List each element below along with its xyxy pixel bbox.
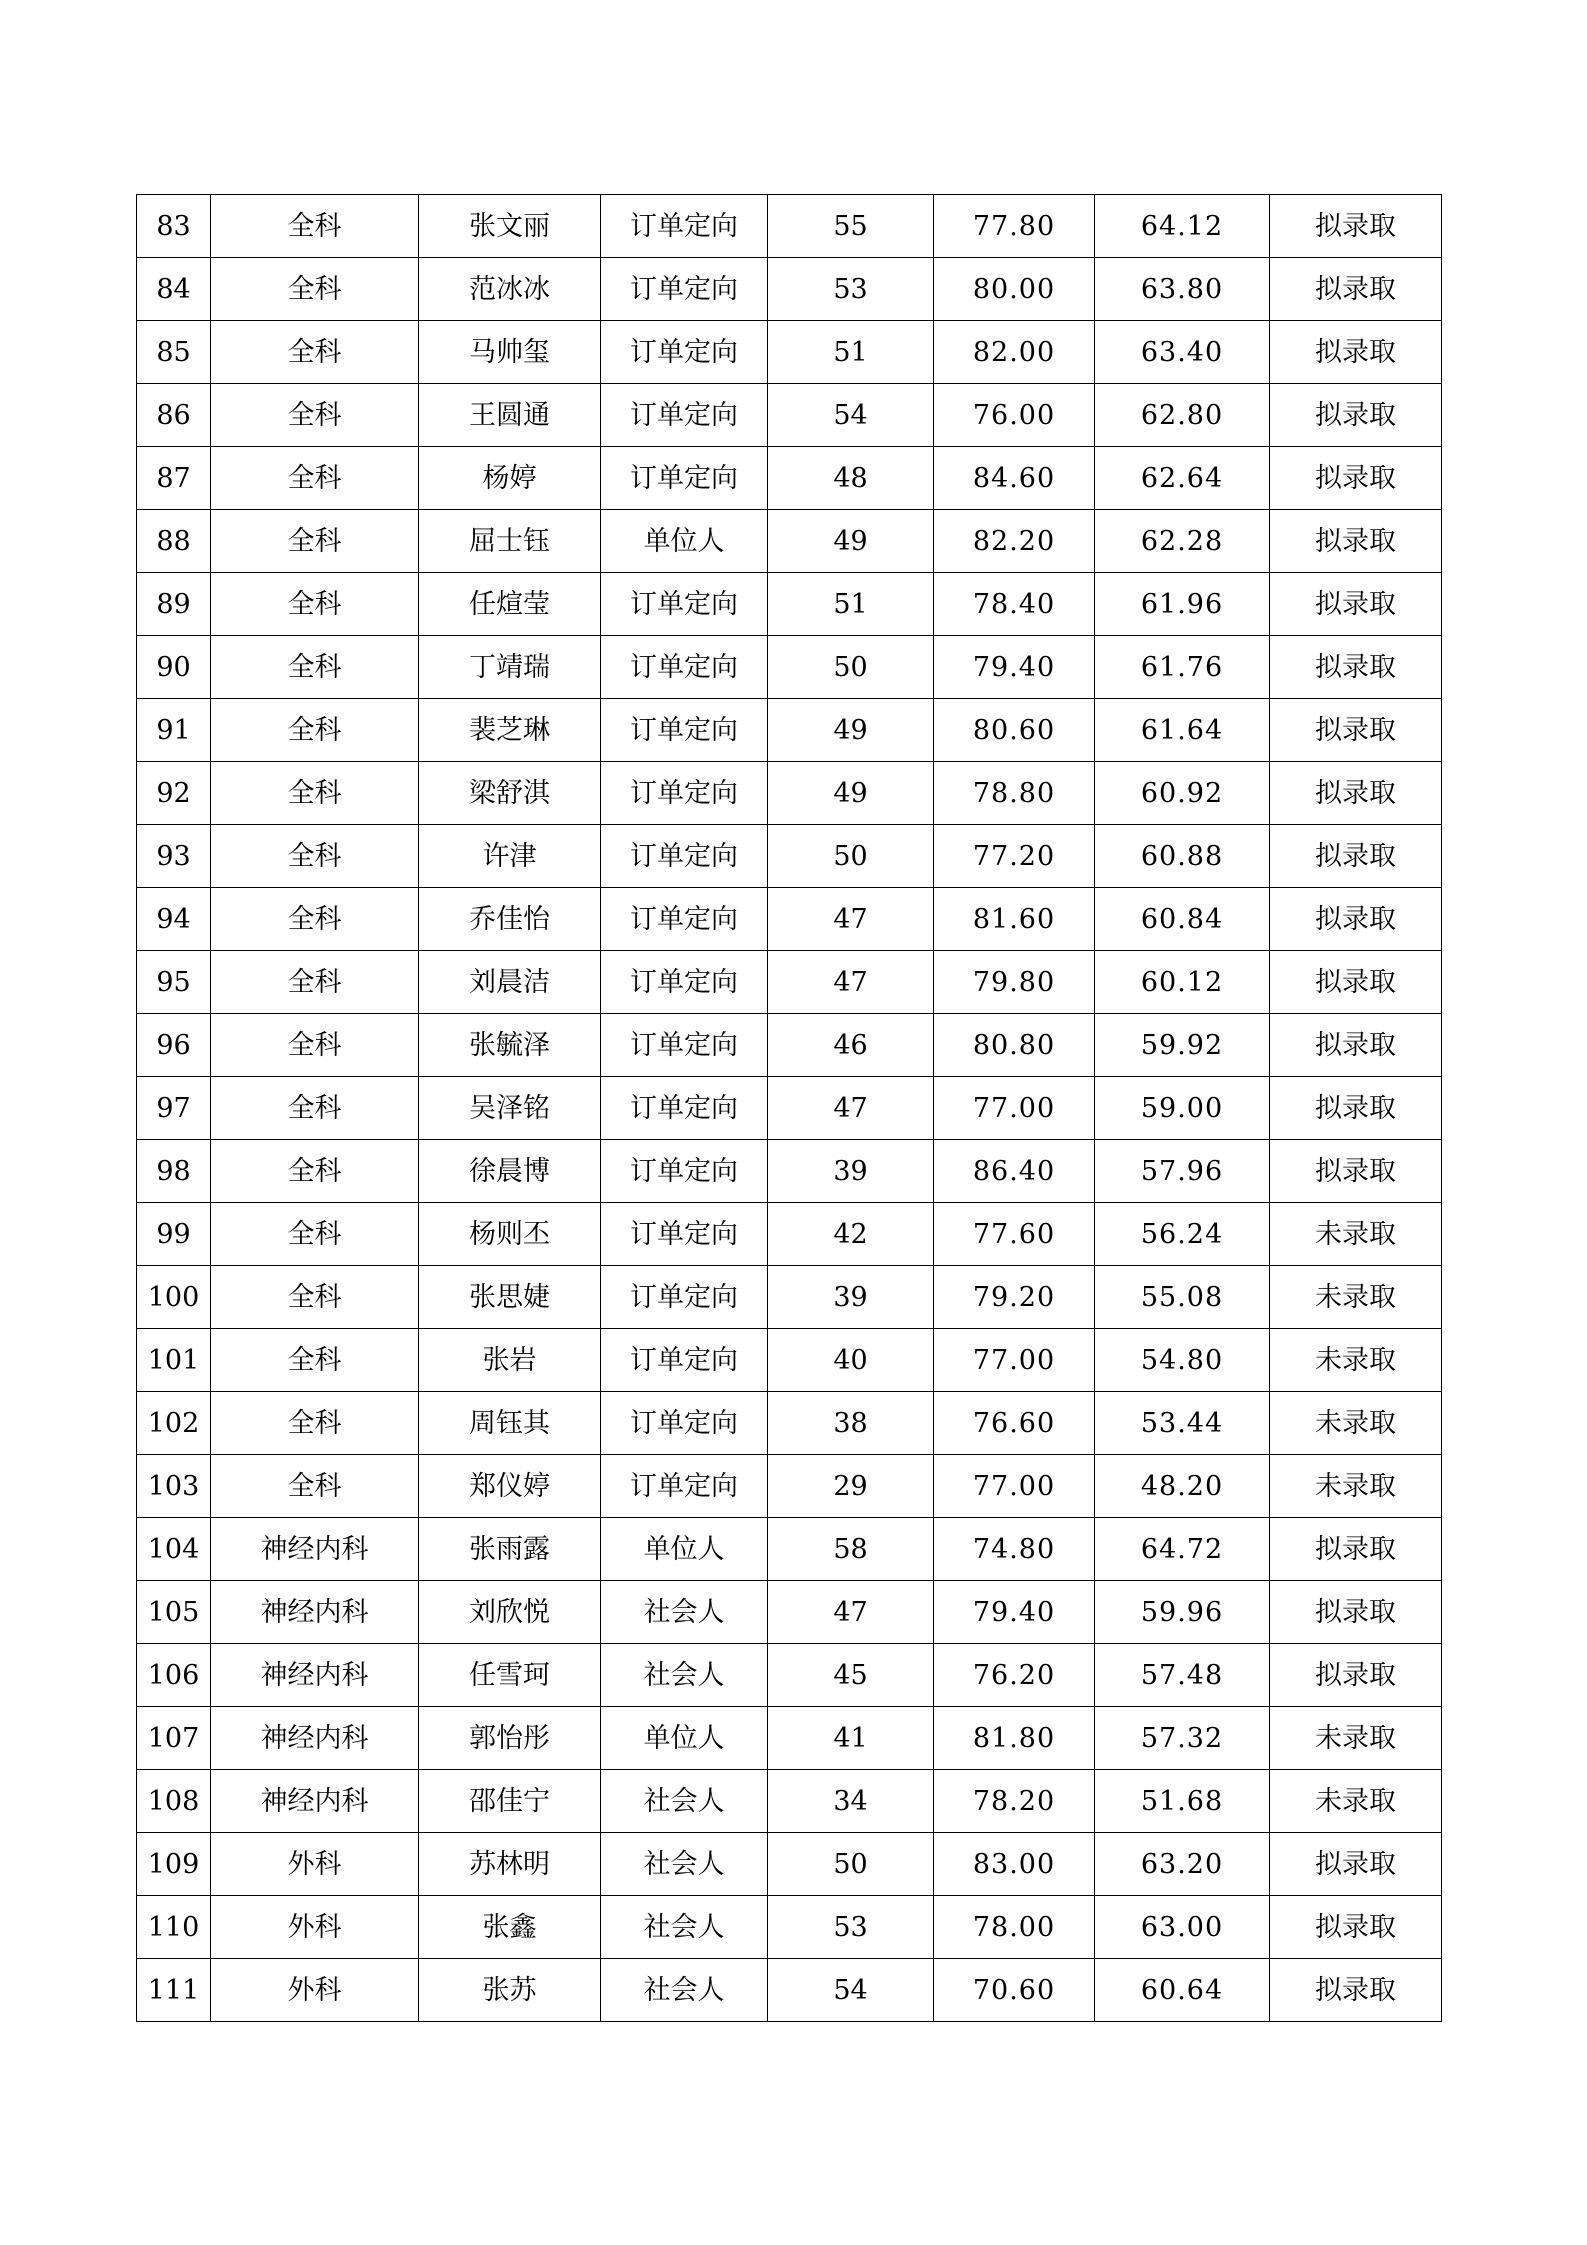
interview-score-cell: 77.80: [934, 195, 1095, 258]
candidate-name-cell: 屈士钰: [419, 510, 601, 573]
row-number-cell: 111: [137, 1959, 211, 2022]
candidate-type-cell: 订单定向: [601, 699, 768, 762]
candidate-name-cell: 马帅玺: [419, 321, 601, 384]
candidate-name-cell: 郭怡彤: [419, 1707, 601, 1770]
interview-score-cell: 76.20: [934, 1644, 1095, 1707]
table-row: [137, 699, 1442, 762]
candidate-type-cell: 社会人: [601, 1770, 768, 1833]
total-score-cell: 57.48: [1095, 1644, 1270, 1707]
interview-score-cell: 74.80: [934, 1518, 1095, 1581]
interview-score-cell: 79.40: [934, 636, 1095, 699]
row-number-cell: 96: [137, 1014, 211, 1077]
interview-score-cell: 78.20: [934, 1770, 1095, 1833]
interview-score-cell: 78.40: [934, 573, 1095, 636]
row-number-cell: 107: [137, 1707, 211, 1770]
table-row: [137, 1833, 1442, 1896]
department-cell: 全科: [211, 1266, 419, 1329]
admission-status-cell: 拟录取: [1270, 1644, 1442, 1707]
candidate-type-cell: 订单定向: [601, 321, 768, 384]
candidate-name-cell: 裴芝琳: [419, 699, 601, 762]
written-score-cell: 51: [768, 573, 934, 636]
table-row: [137, 1329, 1442, 1392]
written-score-cell: 49: [768, 510, 934, 573]
candidate-type-cell: 订单定向: [601, 1014, 768, 1077]
candidate-type-cell: 订单定向: [601, 258, 768, 321]
table-row: [137, 762, 1442, 825]
written-score-cell: 34: [768, 1770, 934, 1833]
department-cell: 全科: [211, 951, 419, 1014]
total-score-cell: 63.20: [1095, 1833, 1270, 1896]
row-number-cell: 106: [137, 1644, 211, 1707]
row-number-cell: 90: [137, 636, 211, 699]
department-cell: 全科: [211, 447, 419, 510]
candidate-type-cell: 订单定向: [601, 888, 768, 951]
candidate-name-cell: 杨婷: [419, 447, 601, 510]
department-cell: 全科: [211, 510, 419, 573]
department-cell: 全科: [211, 825, 419, 888]
row-number-cell: 109: [137, 1833, 211, 1896]
table-row: [137, 1707, 1442, 1770]
table-row: [137, 1644, 1442, 1707]
interview-score-cell: 70.60: [934, 1959, 1095, 2022]
admission-status-cell: 未录取: [1270, 1266, 1442, 1329]
interview-score-cell: 77.00: [934, 1455, 1095, 1518]
candidate-name-cell: 苏林明: [419, 1833, 601, 1896]
admission-status-cell: 拟录取: [1270, 573, 1442, 636]
written-score-cell: 47: [768, 888, 934, 951]
total-score-cell: 57.96: [1095, 1140, 1270, 1203]
candidate-name-cell: 许津: [419, 825, 601, 888]
table-row: [137, 636, 1442, 699]
interview-score-cell: 82.20: [934, 510, 1095, 573]
interview-score-cell: 84.60: [934, 447, 1095, 510]
table-row: [137, 1770, 1442, 1833]
department-cell: 全科: [211, 699, 419, 762]
admission-status-cell: 未录取: [1270, 1707, 1442, 1770]
total-score-cell: 56.24: [1095, 1203, 1270, 1266]
row-number-cell: 104: [137, 1518, 211, 1581]
total-score-cell: 63.00: [1095, 1896, 1270, 1959]
interview-score-cell: 77.60: [934, 1203, 1095, 1266]
table-row: [137, 321, 1442, 384]
department-cell: 外科: [211, 1959, 419, 2022]
written-score-cell: 47: [768, 1581, 934, 1644]
written-score-cell: 46: [768, 1014, 934, 1077]
written-score-cell: 47: [768, 1077, 934, 1140]
department-cell: 全科: [211, 636, 419, 699]
department-cell: 全科: [211, 258, 419, 321]
candidate-type-cell: 订单定向: [601, 1140, 768, 1203]
department-cell: 全科: [211, 1392, 419, 1455]
candidate-type-cell: 社会人: [601, 1896, 768, 1959]
interview-score-cell: 80.80: [934, 1014, 1095, 1077]
interview-score-cell: 77.20: [934, 825, 1095, 888]
candidate-name-cell: 丁靖瑞: [419, 636, 601, 699]
row-number-cell: 89: [137, 573, 211, 636]
department-cell: 外科: [211, 1896, 419, 1959]
admission-status-cell: 拟录取: [1270, 699, 1442, 762]
written-score-cell: 54: [768, 1959, 934, 2022]
table-row: [137, 1203, 1442, 1266]
candidate-name-cell: 乔佳怡: [419, 888, 601, 951]
candidate-type-cell: 单位人: [601, 1707, 768, 1770]
candidate-name-cell: 张毓泽: [419, 1014, 601, 1077]
admission-status-cell: 未录取: [1270, 1329, 1442, 1392]
total-score-cell: 59.00: [1095, 1077, 1270, 1140]
admission-status-cell: 拟录取: [1270, 258, 1442, 321]
candidate-type-cell: 订单定向: [601, 1266, 768, 1329]
interview-score-cell: 80.00: [934, 258, 1095, 321]
total-score-cell: 64.12: [1095, 195, 1270, 258]
candidate-type-cell: 订单定向: [601, 195, 768, 258]
candidate-name-cell: 刘晨洁: [419, 951, 601, 1014]
candidate-name-cell: 张思婕: [419, 1266, 601, 1329]
written-score-cell: 50: [768, 1833, 934, 1896]
total-score-cell: 51.68: [1095, 1770, 1270, 1833]
row-number-cell: 88: [137, 510, 211, 573]
written-score-cell: 45: [768, 1644, 934, 1707]
admission-status-cell: 未录取: [1270, 1392, 1442, 1455]
table-row: [137, 1014, 1442, 1077]
candidate-name-cell: 张岩: [419, 1329, 601, 1392]
table-row: [137, 1581, 1442, 1644]
candidate-name-cell: 周钰其: [419, 1392, 601, 1455]
candidate-type-cell: 订单定向: [601, 1203, 768, 1266]
interview-score-cell: 83.00: [934, 1833, 1095, 1896]
candidate-type-cell: 订单定向: [601, 573, 768, 636]
candidate-type-cell: 单位人: [601, 510, 768, 573]
admission-status-cell: 拟录取: [1270, 1077, 1442, 1140]
row-number-cell: 95: [137, 951, 211, 1014]
candidate-name-cell: 张雨露: [419, 1518, 601, 1581]
written-score-cell: 49: [768, 699, 934, 762]
candidate-type-cell: 社会人: [601, 1833, 768, 1896]
table-row: [137, 888, 1442, 951]
total-score-cell: 53.44: [1095, 1392, 1270, 1455]
candidate-type-cell: 订单定向: [601, 1329, 768, 1392]
admission-status-cell: 拟录取: [1270, 1140, 1442, 1203]
table-row: [137, 1392, 1442, 1455]
candidate-name-cell: 吴泽铭: [419, 1077, 601, 1140]
department-cell: 神经内科: [211, 1518, 419, 1581]
written-score-cell: 39: [768, 1266, 934, 1329]
row-number-cell: 99: [137, 1203, 211, 1266]
total-score-cell: 60.92: [1095, 762, 1270, 825]
written-score-cell: 49: [768, 762, 934, 825]
total-score-cell: 60.64: [1095, 1959, 1270, 2022]
candidate-type-cell: 订单定向: [601, 951, 768, 1014]
admission-status-cell: 拟录取: [1270, 636, 1442, 699]
admission-status-cell: 拟录取: [1270, 1014, 1442, 1077]
row-number-cell: 101: [137, 1329, 211, 1392]
total-score-cell: 57.32: [1095, 1707, 1270, 1770]
row-number-cell: 110: [137, 1896, 211, 1959]
department-cell: 全科: [211, 1329, 419, 1392]
total-score-cell: 60.84: [1095, 888, 1270, 951]
written-score-cell: 47: [768, 951, 934, 1014]
department-cell: 全科: [211, 1455, 419, 1518]
candidate-type-cell: 订单定向: [601, 1077, 768, 1140]
written-score-cell: 48: [768, 447, 934, 510]
total-score-cell: 62.80: [1095, 384, 1270, 447]
department-cell: 全科: [211, 888, 419, 951]
candidate-type-cell: 单位人: [601, 1518, 768, 1581]
admission-status-cell: 拟录取: [1270, 1896, 1442, 1959]
table-row: [137, 951, 1442, 1014]
candidate-name-cell: 范冰冰: [419, 258, 601, 321]
written-score-cell: 40: [768, 1329, 934, 1392]
admission-status-cell: 未录取: [1270, 1455, 1442, 1518]
admission-status-cell: 拟录取: [1270, 384, 1442, 447]
interview-score-cell: 81.60: [934, 888, 1095, 951]
table-row: [137, 1140, 1442, 1203]
admission-status-cell: 拟录取: [1270, 195, 1442, 258]
interview-score-cell: 76.00: [934, 384, 1095, 447]
department-cell: 全科: [211, 1140, 419, 1203]
interview-score-cell: 78.80: [934, 762, 1095, 825]
admission-status-cell: 拟录取: [1270, 510, 1442, 573]
department-cell: 全科: [211, 1077, 419, 1140]
row-number-cell: 84: [137, 258, 211, 321]
department-cell: 神经内科: [211, 1644, 419, 1707]
table-row: [137, 384, 1442, 447]
admission-status-cell: 拟录取: [1270, 762, 1442, 825]
admission-status-cell: 拟录取: [1270, 1581, 1442, 1644]
row-number-cell: 108: [137, 1770, 211, 1833]
written-score-cell: 51: [768, 321, 934, 384]
candidate-type-cell: 订单定向: [601, 1392, 768, 1455]
interview-score-cell: 79.40: [934, 1581, 1095, 1644]
written-score-cell: 38: [768, 1392, 934, 1455]
admission-status-cell: 拟录取: [1270, 888, 1442, 951]
total-score-cell: 63.40: [1095, 321, 1270, 384]
admission-status-cell: 拟录取: [1270, 1518, 1442, 1581]
total-score-cell: 48.20: [1095, 1455, 1270, 1518]
total-score-cell: 60.12: [1095, 951, 1270, 1014]
candidate-name-cell: 王圆通: [419, 384, 601, 447]
admission-status-cell: 拟录取: [1270, 321, 1442, 384]
candidate-type-cell: 订单定向: [601, 636, 768, 699]
written-score-cell: 53: [768, 258, 934, 321]
candidate-type-cell: 社会人: [601, 1959, 768, 2022]
total-score-cell: 60.88: [1095, 825, 1270, 888]
row-number-cell: 105: [137, 1581, 211, 1644]
table-row: [137, 1518, 1442, 1581]
admission-status-cell: 拟录取: [1270, 447, 1442, 510]
table-row: [137, 195, 1442, 258]
department-cell: 神经内科: [211, 1770, 419, 1833]
interview-score-cell: 78.00: [934, 1896, 1095, 1959]
written-score-cell: 42: [768, 1203, 934, 1266]
interview-score-cell: 82.00: [934, 321, 1095, 384]
row-number-cell: 92: [137, 762, 211, 825]
written-score-cell: 39: [768, 1140, 934, 1203]
table-row: [137, 1959, 1442, 2022]
row-number-cell: 83: [137, 195, 211, 258]
row-number-cell: 85: [137, 321, 211, 384]
table-row: [137, 1077, 1442, 1140]
written-score-cell: 55: [768, 195, 934, 258]
total-score-cell: 63.80: [1095, 258, 1270, 321]
row-number-cell: 93: [137, 825, 211, 888]
total-score-cell: 59.92: [1095, 1014, 1270, 1077]
department-cell: 全科: [211, 195, 419, 258]
admission-status-cell: 拟录取: [1270, 825, 1442, 888]
department-cell: 全科: [211, 1203, 419, 1266]
total-score-cell: 64.72: [1095, 1518, 1270, 1581]
written-score-cell: 50: [768, 636, 934, 699]
interview-score-cell: 77.00: [934, 1329, 1095, 1392]
department-cell: 神经内科: [211, 1707, 419, 1770]
total-score-cell: 61.64: [1095, 699, 1270, 762]
row-number-cell: 94: [137, 888, 211, 951]
written-score-cell: 58: [768, 1518, 934, 1581]
row-number-cell: 86: [137, 384, 211, 447]
interview-score-cell: 80.60: [934, 699, 1095, 762]
interview-score-cell: 79.20: [934, 1266, 1095, 1329]
table-row: [137, 510, 1442, 573]
total-score-cell: 59.96: [1095, 1581, 1270, 1644]
written-score-cell: 41: [768, 1707, 934, 1770]
written-score-cell: 50: [768, 825, 934, 888]
total-score-cell: 61.96: [1095, 573, 1270, 636]
interview-score-cell: 81.80: [934, 1707, 1095, 1770]
admission-status-cell: 拟录取: [1270, 1833, 1442, 1896]
total-score-cell: 61.76: [1095, 636, 1270, 699]
department-cell: 全科: [211, 1014, 419, 1077]
written-score-cell: 54: [768, 384, 934, 447]
candidate-name-cell: 梁舒淇: [419, 762, 601, 825]
admission-status-cell: 未录取: [1270, 1770, 1442, 1833]
candidate-type-cell: 社会人: [601, 1581, 768, 1644]
row-number-cell: 100: [137, 1266, 211, 1329]
candidate-name-cell: 张鑫: [419, 1896, 601, 1959]
candidate-name-cell: 任煊莹: [419, 573, 601, 636]
candidate-type-cell: 订单定向: [601, 447, 768, 510]
table-row: [137, 825, 1442, 888]
results-table: [136, 194, 1442, 2022]
candidate-type-cell: 订单定向: [601, 1455, 768, 1518]
table-row: [137, 573, 1442, 636]
row-number-cell: 87: [137, 447, 211, 510]
department-cell: 全科: [211, 321, 419, 384]
table-row: [137, 1266, 1442, 1329]
department-cell: 全科: [211, 573, 419, 636]
interview-score-cell: 77.00: [934, 1077, 1095, 1140]
written-score-cell: 29: [768, 1455, 934, 1518]
row-number-cell: 102: [137, 1392, 211, 1455]
admission-status-cell: 拟录取: [1270, 951, 1442, 1014]
candidate-type-cell: 社会人: [601, 1644, 768, 1707]
department-cell: 神经内科: [211, 1581, 419, 1644]
candidate-name-cell: 郑仪婷: [419, 1455, 601, 1518]
results-table-body: [137, 195, 1442, 2022]
admission-status-cell: 未录取: [1270, 1203, 1442, 1266]
total-score-cell: 55.08: [1095, 1266, 1270, 1329]
interview-score-cell: 86.40: [934, 1140, 1095, 1203]
department-cell: 全科: [211, 384, 419, 447]
candidate-name-cell: 张文丽: [419, 195, 601, 258]
candidate-type-cell: 订单定向: [601, 762, 768, 825]
total-score-cell: 62.28: [1095, 510, 1270, 573]
candidate-name-cell: 刘欣悦: [419, 1581, 601, 1644]
candidate-name-cell: 徐晨博: [419, 1140, 601, 1203]
candidate-name-cell: 任雪珂: [419, 1644, 601, 1707]
table-row: [137, 1455, 1442, 1518]
row-number-cell: 103: [137, 1455, 211, 1518]
row-number-cell: 97: [137, 1077, 211, 1140]
candidate-name-cell: 杨则丕: [419, 1203, 601, 1266]
candidate-type-cell: 订单定向: [601, 825, 768, 888]
candidate-name-cell: 邵佳宁: [419, 1770, 601, 1833]
admission-status-cell: 拟录取: [1270, 1959, 1442, 2022]
table-row: [137, 258, 1442, 321]
candidate-name-cell: 张苏: [419, 1959, 601, 2022]
interview-score-cell: 76.60: [934, 1392, 1095, 1455]
row-number-cell: 91: [137, 699, 211, 762]
written-score-cell: 53: [768, 1896, 934, 1959]
table-row: [137, 1896, 1442, 1959]
table-row: [137, 447, 1442, 510]
total-score-cell: 54.80: [1095, 1329, 1270, 1392]
candidate-type-cell: 订单定向: [601, 384, 768, 447]
row-number-cell: 98: [137, 1140, 211, 1203]
department-cell: 外科: [211, 1833, 419, 1896]
total-score-cell: 62.64: [1095, 447, 1270, 510]
department-cell: 全科: [211, 762, 419, 825]
interview-score-cell: 79.80: [934, 951, 1095, 1014]
